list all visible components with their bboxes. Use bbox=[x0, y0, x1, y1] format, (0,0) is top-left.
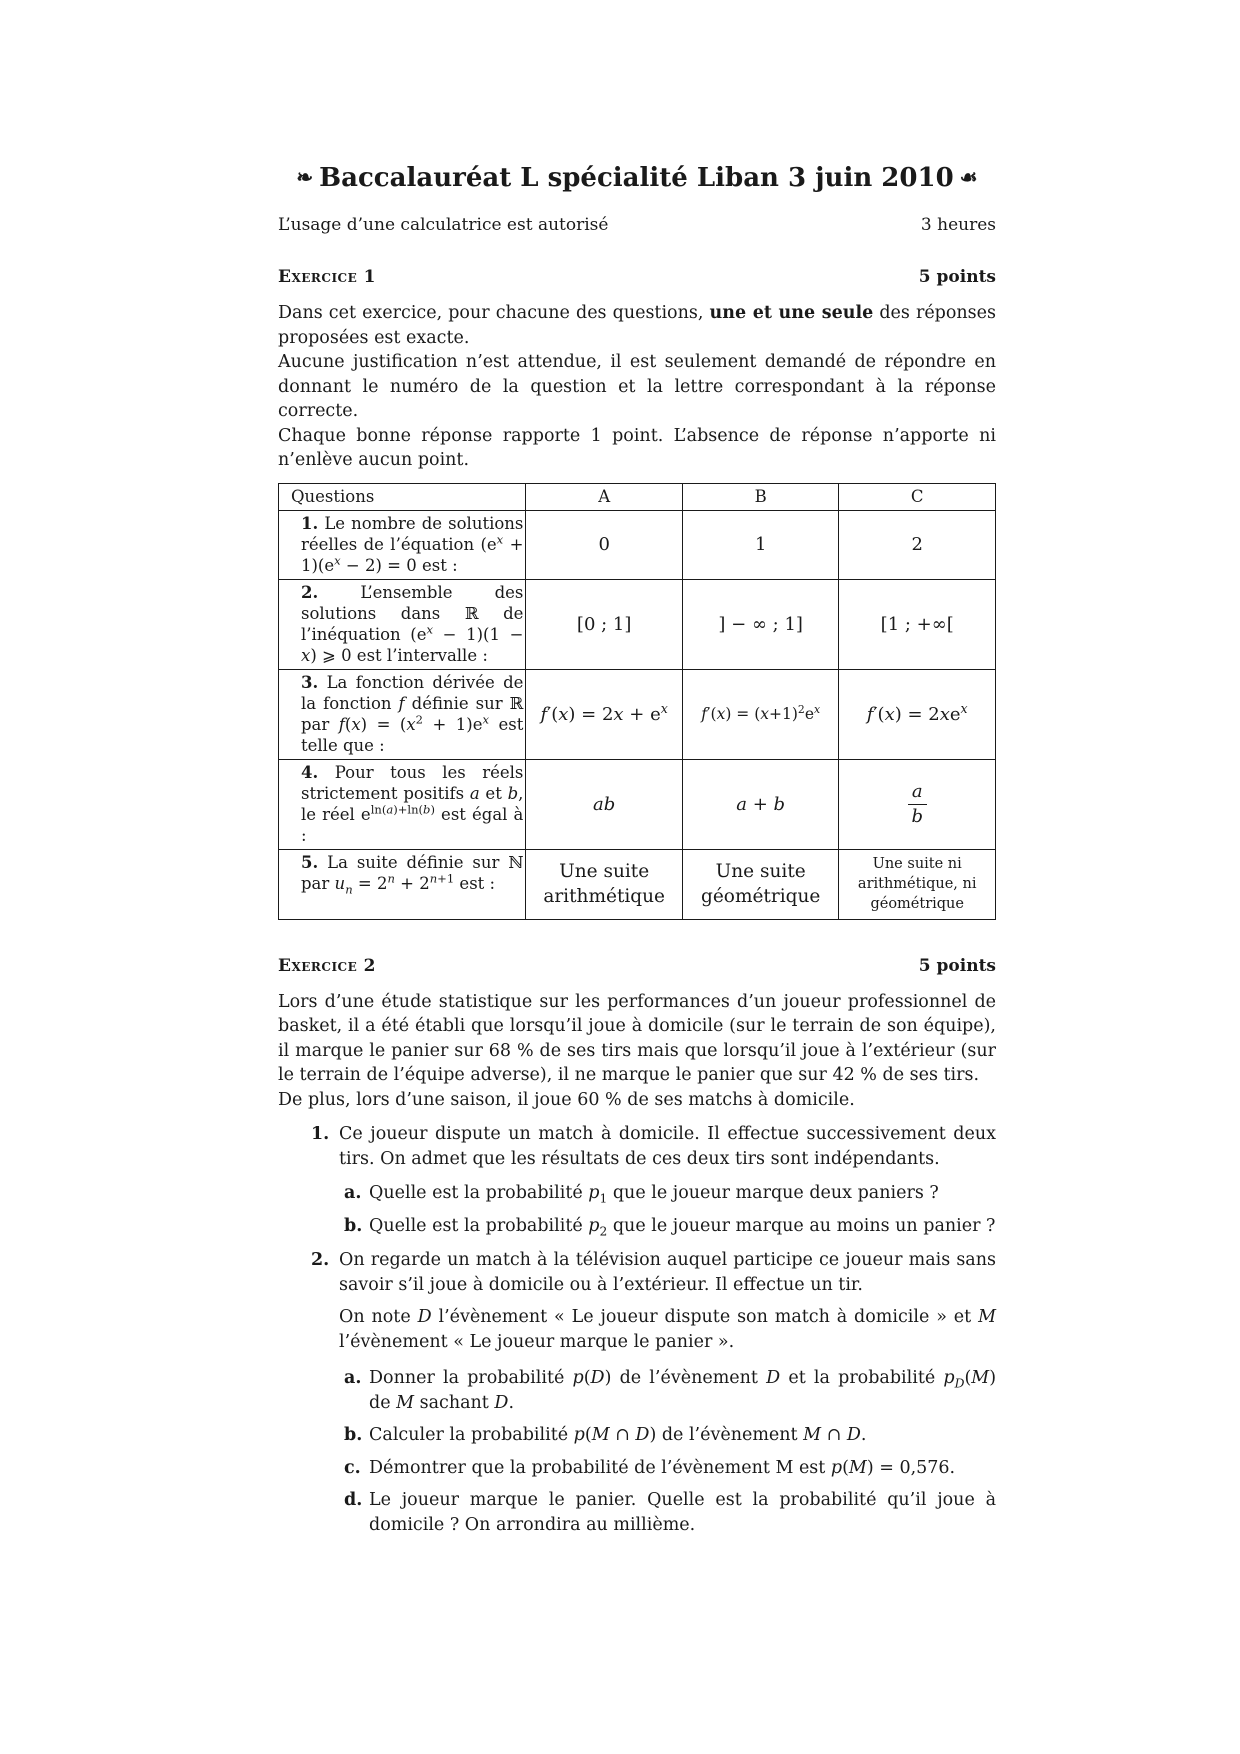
subquestion-text: Quelle est la probabilité $p_2$ que le joueur marque au moins un panier ? bbox=[369, 1215, 996, 1238]
question-note: On note D l’évènement « Le joueur dispute son match à domicile » et M l’évènement « Le joueur marque le panier ». bbox=[339, 1307, 996, 1352]
subquestion-text: Le joueur marque le panier. Quelle est la probabilité qu’il joue à domicile ? On arrondira au millième. bbox=[369, 1490, 996, 1535]
header-a: A bbox=[526, 483, 683, 510]
question-cell: 2. L’ensemble des solutions dans ℝ de l’inéquation $(e^x - 1)(1 - x)$ ⩾ 0 est l’intervalle : bbox=[279, 579, 526, 669]
subquestion-letter: c. bbox=[344, 1457, 361, 1478]
exercise2-questions bbox=[278, 1122, 996, 1537]
list-item bbox=[339, 1181, 996, 1206]
answer-a-cell: 0 bbox=[526, 510, 683, 579]
answer-a-cell: Une suite arithmétique bbox=[526, 849, 683, 919]
question-1 bbox=[278, 1122, 996, 1238]
question-text: Ce joueur dispute un match à domicile. Il effectue successivement deux tirs. On admet que les résultats de ces deux tirs sont indépendants. bbox=[339, 1124, 996, 1169]
answer-b-cell: a + b bbox=[682, 759, 839, 849]
answer-c-cell: 2 bbox=[839, 510, 996, 579]
subquestion-text: Quelle est la probabilité $p_1$ que le joueur marque deux paniers ? bbox=[369, 1183, 939, 1206]
subquestion-letter: a. bbox=[344, 1183, 362, 1203]
page-content bbox=[278, 160, 996, 1547]
exercise1-heading bbox=[278, 265, 996, 289]
exercise2-heading bbox=[278, 954, 996, 978]
question-text: On regarde un match à la télévision auquel participe ce joueur mais sans savoir s’il joue à domicile ou à l’extérieur. Il effectue un tir. bbox=[339, 1250, 996, 1295]
subquestion-letter: b. bbox=[344, 1425, 363, 1445]
ornament-left-icon: ❧ bbox=[296, 165, 314, 189]
answer-a-cell: [0 ; 1] bbox=[526, 579, 683, 669]
table-row bbox=[279, 669, 996, 759]
question-2 bbox=[278, 1248, 996, 1537]
answer-b-cell: 1 bbox=[682, 510, 839, 579]
answer-a-cell: $f'(x) = 2x + e^x$ bbox=[526, 669, 683, 759]
subquestion-letter: d. bbox=[344, 1490, 363, 1510]
answer-a-cell: ab bbox=[526, 759, 683, 849]
subquestion-text: Donner la probabilité p(D) de l’évènement D et la probabilité $p_D(M)$ de M sachant D. bbox=[369, 1368, 997, 1413]
answer-b-cell: $f'(x) = (x+1)^2e^x$ bbox=[682, 669, 839, 759]
list-item bbox=[339, 1366, 996, 1415]
exercise2-intro: Lors d’une étude statistique sur les performances d’un joueur professionnel de basket, il a été établi que lorsqu’il joue à domicile (sur le terrain de son équipe), il marque le panier sur 68 % de ses tirs mais que lorsqu’il joue à l’extérieur (sur le terrain de l’équipe adverse), il ne marque le panier que sur 42 % de ses tirs. bbox=[278, 991, 996, 1085]
list-item bbox=[339, 1214, 996, 1239]
exercise1-intro: Dans cet exercice, pour chacune des questions, une et une seule des réponses proposées est exacte. bbox=[278, 303, 996, 348]
subquestion-letter: a. bbox=[344, 1368, 362, 1388]
header-c: C bbox=[839, 483, 996, 510]
table-row bbox=[279, 759, 996, 849]
exercise1-instruction: Aucune justification n’est attendue, il est seulement demandé de répondre en donnant le numéro de la question et la lettre correspondant à la réponse correcte. bbox=[278, 352, 996, 421]
table-row bbox=[279, 579, 996, 669]
subquestion-list bbox=[339, 1366, 996, 1537]
question-cell: 5. La suite définie sur ℕ par $u_n = 2^n + 2^{n+1}$ est : bbox=[279, 849, 526, 919]
list-item bbox=[339, 1456, 996, 1481]
answer-c-cell: $\frac{a}{b}$ bbox=[839, 759, 996, 849]
table-header-row bbox=[279, 483, 996, 510]
answer-b-cell: ] − ∞ ; 1] bbox=[682, 579, 839, 669]
question-cell: 4. Pour tous les réels strictement positifs a et b, le réel $e^{ln(a)+ln(b)}$ est égal à : bbox=[279, 759, 526, 849]
list-item bbox=[339, 1488, 996, 1537]
subquestion-text: Calculer la probabilité p(M ∩ D) de l’évènement M ∩ D. bbox=[369, 1425, 867, 1445]
question-number: 2. bbox=[311, 1250, 330, 1270]
calculator-note: L’usage d’une calculatrice est autorisé bbox=[278, 215, 609, 235]
list-item bbox=[339, 1423, 996, 1448]
exercise2-points: 5 points bbox=[918, 955, 996, 976]
question-cell: 1. Le nombre de solutions réelles de l’équation $(e^x + 1)(e^x - 2) = 0$ est : bbox=[279, 510, 526, 579]
header-questions: Questions bbox=[279, 483, 526, 510]
page-title bbox=[278, 160, 996, 195]
answer-c-cell: Une suite ni arithmétique, ni géométrique bbox=[839, 849, 996, 919]
subquestion-letter: b. bbox=[344, 1215, 363, 1236]
exercise2-title: Exercice 2 bbox=[278, 955, 376, 976]
answer-c-cell: [1 ; +∞[ bbox=[839, 579, 996, 669]
answer-c-cell: $f'(x) = 2xe^x$ bbox=[839, 669, 996, 759]
question-cell: 3. La fonction dérivée de la fonction f définie sur ℝ par $f(x) = (x^2 + 1)e^x$ est telle que : bbox=[279, 669, 526, 759]
header-b: B bbox=[682, 483, 839, 510]
exam-info-row bbox=[278, 213, 996, 237]
answer-b-cell: Une suite géométrique bbox=[682, 849, 839, 919]
qcm-table bbox=[278, 483, 996, 920]
title-text: Baccalauréat L spécialité Liban 3 juin 2010 bbox=[319, 163, 954, 193]
table-row bbox=[279, 510, 996, 579]
ornament-right-icon: ☙ bbox=[959, 165, 978, 189]
subquestion-list bbox=[339, 1181, 996, 1238]
subquestion-text: Démontrer que la probabilité de l’évènement M est p(M) = 0,576. bbox=[369, 1457, 956, 1478]
question-number: 1. bbox=[311, 1124, 330, 1144]
exercise1-points: 5 points bbox=[918, 267, 996, 287]
exercise1-scoring: Chaque bonne réponse rapporte 1 point. L’absence de réponse n’apporte ni n’enlève aucun point. bbox=[278, 425, 996, 470]
exercise2-intro-2: De plus, lors d’une saison, il joue 60 % de ses matchs à domicile. bbox=[278, 1089, 855, 1110]
table-row bbox=[279, 849, 996, 919]
exam-duration: 3 heures bbox=[920, 215, 996, 235]
exercise1-title: Exercice 1 bbox=[278, 267, 376, 287]
